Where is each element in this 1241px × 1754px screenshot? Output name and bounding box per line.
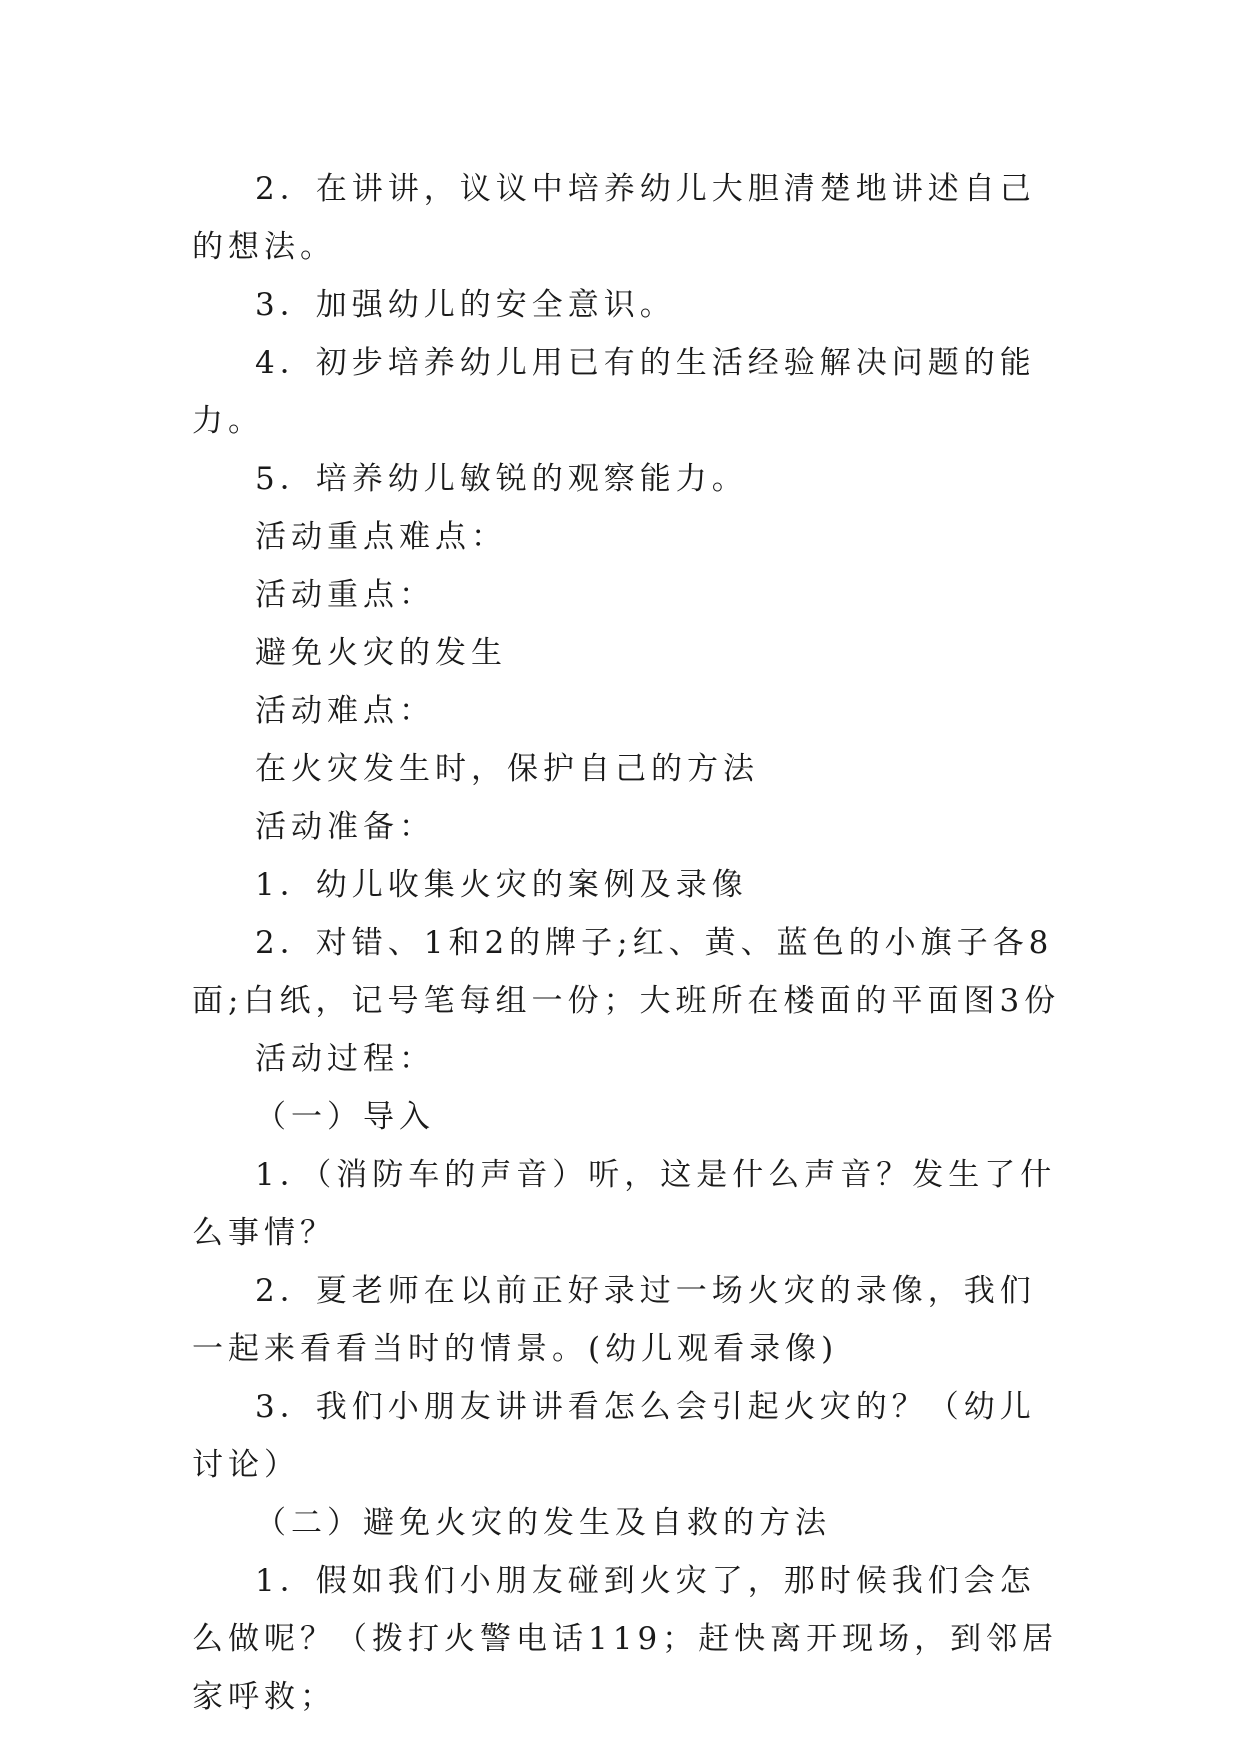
section-heading: 活动重点难点： [255,519,507,555]
document-body [192,160,1062,1726]
paragraph: 4．初步培养幼儿用已有的生活经验解决问题的能力。 [192,345,1036,439]
subsection-heading: 活动难点： [255,693,435,729]
paragraph: 在火灾发生时，保护自己的方法 [255,751,759,787]
paragraph: 2．在讲讲，议议中培养幼儿大胆清楚地讲述自己的想法。 [192,171,1036,265]
paragraph: 2．对错、1和2的牌子;红、黄、蓝色的小旗子各8面;白纸，记号笔每组一份；大班所在楼面的平面图3份 [192,925,1061,1019]
section-heading: 活动过程： [255,1041,435,1077]
paragraph: 5．培养幼儿敏锐的观察能力。 [255,461,748,497]
subsection-heading: （二）避免火灾的发生及自救的方法 [255,1505,831,1541]
subsection-heading: （一）导入 [255,1099,435,1135]
section-heading: 活动准备： [255,809,435,845]
paragraph: 3．加强幼儿的安全意识。 [255,287,676,323]
paragraph: 1．假如我们小朋友碰到火灾了，那时候我们会怎么做呢？（拨打火警电话119；赶快离开现场，到邻居家呼救； [192,1563,1059,1715]
paragraph: 1．幼儿收集火灾的案例及录像 [255,867,748,903]
paragraph: 避免火灾的发生 [255,635,507,671]
paragraph: 2．夏老师在以前正好录过一场火灾的录像，我们一起来看看当时的情景。(幼儿观看录像) [192,1273,1036,1367]
paragraph: 1．（消防车的声音）听，这是什么声音？发生了什么事情？ [192,1157,1057,1251]
subsection-heading: 活动重点： [255,577,435,613]
paragraph: 3．我们小朋友讲讲看怎么会引起火灾的？（幼儿讨论） [192,1389,1036,1483]
